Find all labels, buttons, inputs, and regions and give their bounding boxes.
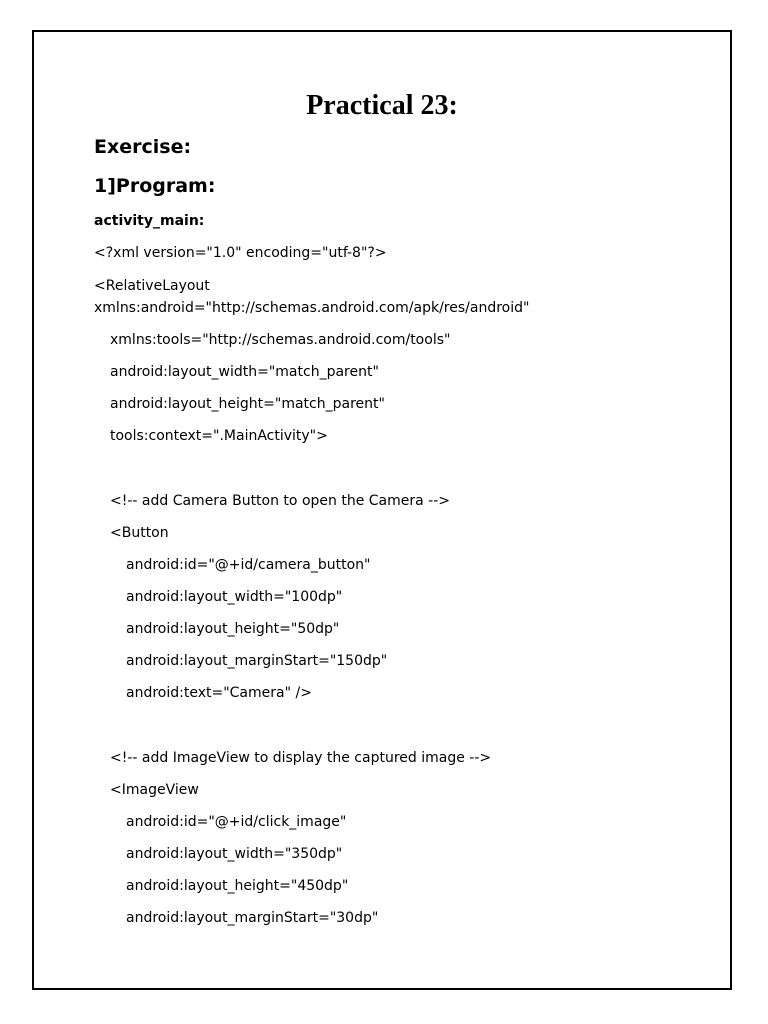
code-line: android:id="@+id/camera_button" bbox=[126, 557, 371, 573]
document-page bbox=[32, 30, 732, 990]
code-line: android:text="Camera" /> bbox=[126, 685, 312, 701]
exercise-heading: Exercise: bbox=[94, 136, 192, 158]
code-line: <RelativeLayout bbox=[94, 278, 210, 294]
code-comment: <!-- add ImageView to display the captured image --> bbox=[110, 750, 492, 766]
code-line: android:layout_width="100dp" bbox=[126, 589, 343, 605]
program-heading: 1]Program: bbox=[94, 175, 216, 197]
code-line: <?xml version="1.0" encoding="utf-8"?> bbox=[94, 245, 387, 261]
code-line: android:layout_width="350dp" bbox=[126, 846, 343, 862]
code-line: android:layout_height="450dp" bbox=[126, 878, 349, 894]
code-line: android:layout_marginStart="150dp" bbox=[126, 653, 388, 669]
code-line: android:layout_marginStart="30dp" bbox=[126, 910, 379, 926]
code-line: xmlns:android="http://schemas.android.com/apk/res/android" bbox=[94, 300, 530, 316]
code-line: android:id="@+id/click_image" bbox=[126, 814, 347, 830]
code-line: android:layout_height="match_parent" bbox=[110, 396, 385, 412]
page-title: Practical 23: bbox=[306, 90, 458, 121]
file-label: activity_main: bbox=[94, 213, 205, 229]
code-line: tools:context=".MainActivity"> bbox=[110, 428, 328, 444]
code-line: android:layout_width="match_parent" bbox=[110, 364, 379, 380]
code-line: <Button bbox=[110, 525, 169, 541]
code-line: xmlns:tools="http://schemas.android.com/tools" bbox=[110, 332, 451, 348]
code-comment: <!-- add Camera Button to open the Camera --> bbox=[110, 493, 450, 509]
code-line: <ImageView bbox=[110, 782, 199, 798]
code-line: android:layout_height="50dp" bbox=[126, 621, 340, 637]
